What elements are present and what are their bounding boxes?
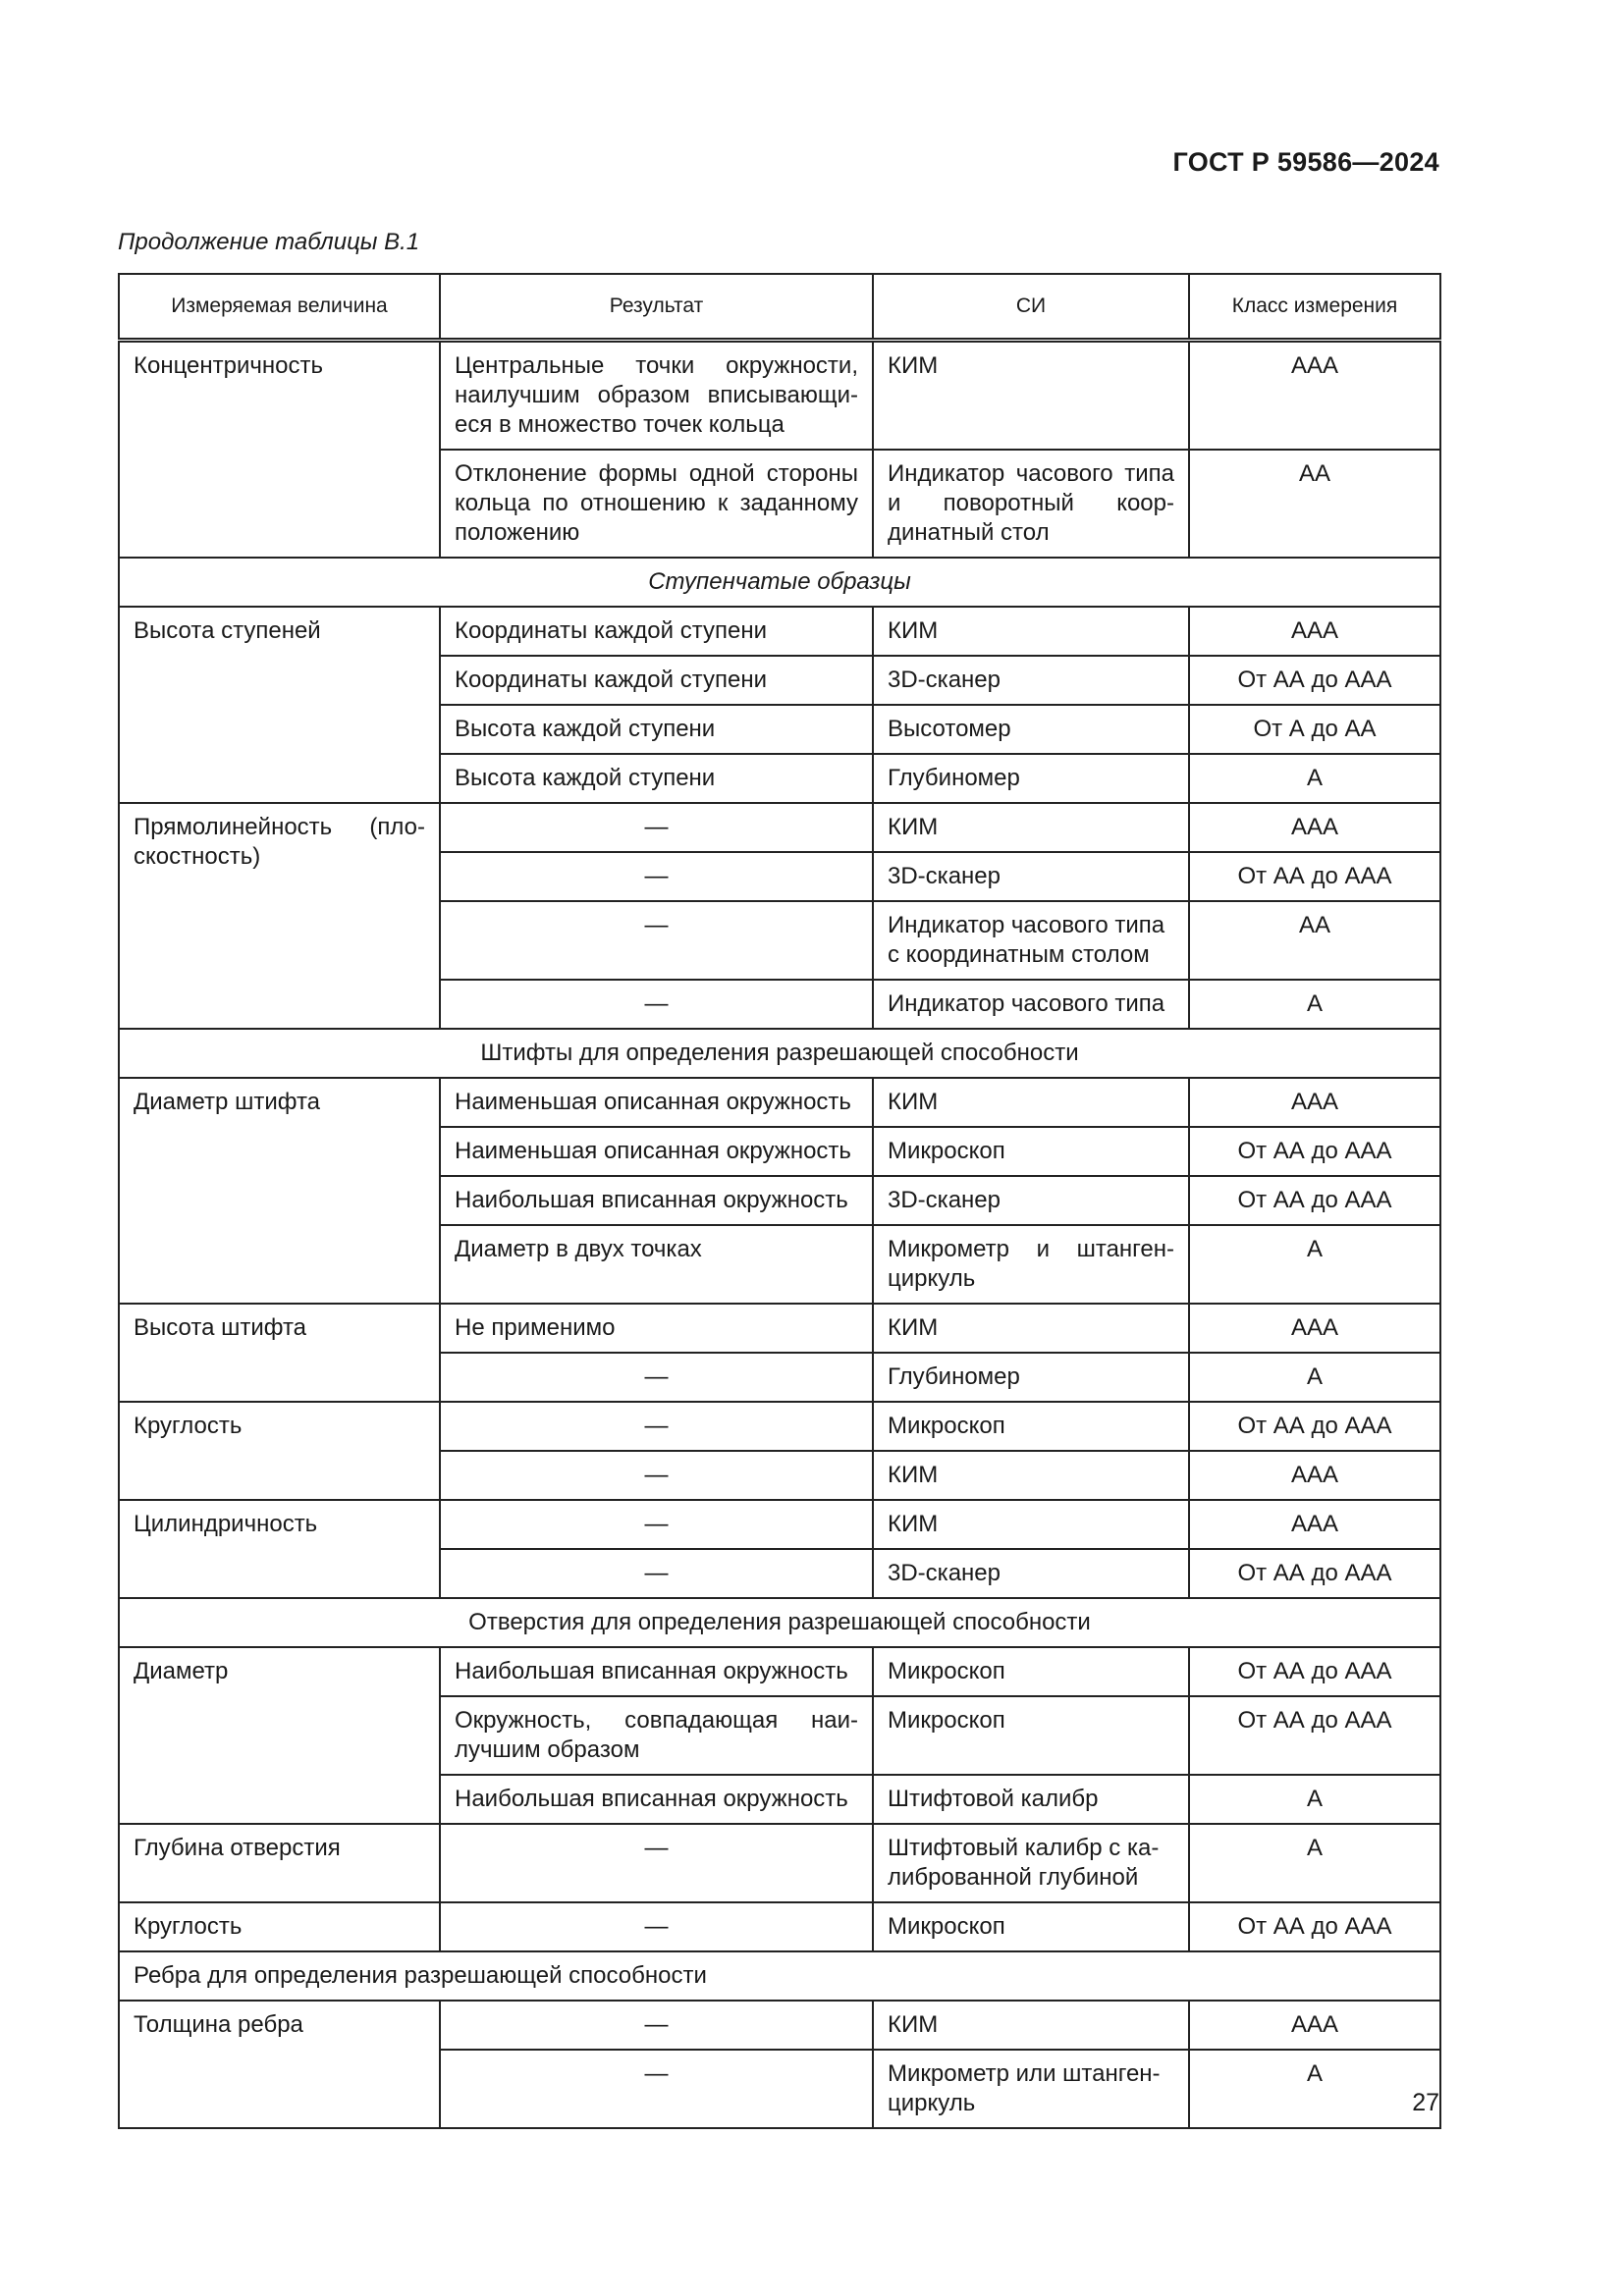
result-cell: — bbox=[440, 901, 873, 980]
section-row bbox=[119, 1029, 1440, 1078]
instrument-cell: 3D-сканер bbox=[873, 1176, 1189, 1225]
instrument-cell: КИМ bbox=[873, 1500, 1189, 1549]
table-caption: Продолжение таблицы В.1 bbox=[118, 229, 420, 255]
result-cell: — bbox=[440, 2001, 873, 2050]
result-cell: — bbox=[440, 1500, 873, 1549]
instrument-cell: КИМ bbox=[873, 803, 1189, 852]
section-row bbox=[119, 1598, 1440, 1647]
result-cell: — bbox=[440, 1902, 873, 1951]
quantity-cell: Круглость bbox=[119, 1902, 440, 1951]
table-row bbox=[119, 1902, 1440, 1951]
class-cell: ААА bbox=[1189, 2001, 1440, 2050]
instrument-cell: КИМ bbox=[873, 2001, 1189, 2050]
result-cell: Наименьшая описанная окружность bbox=[440, 1078, 873, 1127]
result-cell: — bbox=[440, 1353, 873, 1402]
class-cell: АА bbox=[1189, 901, 1440, 980]
instrument-cell: Микрометр и штангенциркуль bbox=[873, 1225, 1189, 1304]
result-cell: — bbox=[440, 803, 873, 852]
table-row bbox=[119, 1402, 1440, 1451]
class-cell: От АА до ААА bbox=[1189, 656, 1440, 705]
table-row bbox=[119, 341, 1440, 451]
result-cell: Наименьшая описанная окружность bbox=[440, 1127, 873, 1176]
column-header: Класс измерения bbox=[1189, 274, 1440, 341]
instrument-cell: КИМ bbox=[873, 1451, 1189, 1500]
class-cell: А bbox=[1189, 2050, 1440, 2128]
result-cell: Окружность, совпадающая наилучшим образом bbox=[440, 1696, 873, 1775]
quantity-cell: Диаметр штифта bbox=[119, 1078, 440, 1304]
instrument-cell: Микроскоп bbox=[873, 1127, 1189, 1176]
document-id: ГОСТ Р 59586—2024 bbox=[1172, 147, 1439, 177]
class-cell: ААА bbox=[1189, 1451, 1440, 1500]
result-cell: Наибольшая вписанная окружность bbox=[440, 1775, 873, 1824]
result-cell: Координаты каждой ступени bbox=[440, 656, 873, 705]
class-cell: От АА до ААА bbox=[1189, 1402, 1440, 1451]
page-number: 27 bbox=[1412, 2089, 1439, 2116]
instrument-cell: 3D-сканер bbox=[873, 656, 1189, 705]
table-row bbox=[119, 1078, 1440, 1127]
quantity-cell: Круглость bbox=[119, 1402, 440, 1500]
instrument-cell: Индикатор часового типа с координатным столом bbox=[873, 901, 1189, 980]
instrument-cell: Штифтовой калибр bbox=[873, 1775, 1189, 1824]
result-cell: Центральные точки окружности, наилучшим образом вписывающиеся в множество точек кольца bbox=[440, 341, 873, 451]
quantity-cell: Прямолинейность (плоскостность) bbox=[119, 803, 440, 1029]
class-cell: От АА до ААА bbox=[1189, 1549, 1440, 1598]
result-cell: — bbox=[440, 1402, 873, 1451]
result-cell: Отклонение формы одной стороны кольца по отношению к заданному положению bbox=[440, 450, 873, 558]
instrument-cell: Микроскоп bbox=[873, 1902, 1189, 1951]
quantity-cell: Толщина ребра bbox=[119, 2001, 440, 2128]
instrument-cell: 3D-сканер bbox=[873, 852, 1189, 901]
class-cell: ААА bbox=[1189, 607, 1440, 656]
instrument-cell: Микроскоп bbox=[873, 1647, 1189, 1696]
class-cell: А bbox=[1189, 1824, 1440, 1902]
result-cell: Наибольшая вписанная окружность bbox=[440, 1176, 873, 1225]
column-header: Измеряемая величина bbox=[119, 274, 440, 341]
class-cell: ААА bbox=[1189, 1304, 1440, 1353]
result-cell: Высота каждой ступени bbox=[440, 754, 873, 803]
column-header: Результат bbox=[440, 274, 873, 341]
class-cell: А bbox=[1189, 1225, 1440, 1304]
table-row bbox=[119, 1647, 1440, 1696]
instrument-cell: КИМ bbox=[873, 1304, 1189, 1353]
instrument-cell: КИМ bbox=[873, 607, 1189, 656]
instrument-cell: Глубиномер bbox=[873, 1353, 1189, 1402]
instrument-cell: Микроскоп bbox=[873, 1696, 1189, 1775]
measurement-table bbox=[118, 273, 1441, 2129]
instrument-cell: 3D-сканер bbox=[873, 1549, 1189, 1598]
class-cell: От АА до ААА bbox=[1189, 1902, 1440, 1951]
instrument-cell: Микрометр или штангенциркуль bbox=[873, 2050, 1189, 2128]
result-cell: Наибольшая вписанная окружность bbox=[440, 1647, 873, 1696]
class-cell: А bbox=[1189, 754, 1440, 803]
result-cell: Координаты каждой ступени bbox=[440, 607, 873, 656]
class-cell: От АА до ААА bbox=[1189, 852, 1440, 901]
class-cell: А bbox=[1189, 1353, 1440, 1402]
section-title: Ступенчатые образцы bbox=[119, 558, 1440, 607]
instrument-cell: КИМ bbox=[873, 1078, 1189, 1127]
instrument-cell: Глубиномер bbox=[873, 754, 1189, 803]
result-cell: — bbox=[440, 1824, 873, 1902]
result-cell: Диаметр в двух точках bbox=[440, 1225, 873, 1304]
result-cell: — bbox=[440, 1451, 873, 1500]
table-row bbox=[119, 1500, 1440, 1549]
table-row bbox=[119, 803, 1440, 852]
table-header-row bbox=[119, 274, 1440, 341]
class-cell: От АА до ААА bbox=[1189, 1127, 1440, 1176]
quantity-cell: Концентричность bbox=[119, 341, 440, 559]
class-cell: От АА до ААА bbox=[1189, 1647, 1440, 1696]
section-row bbox=[119, 558, 1440, 607]
class-cell: ААА bbox=[1189, 803, 1440, 852]
section-title: Ребра для определения разрешающей способности bbox=[119, 1951, 1440, 2001]
quantity-cell: Глубина отверстия bbox=[119, 1824, 440, 1902]
result-cell: Высота каждой ступени bbox=[440, 705, 873, 754]
class-cell: От АА до ААА bbox=[1189, 1696, 1440, 1775]
section-row bbox=[119, 1951, 1440, 2001]
table-row bbox=[119, 607, 1440, 656]
instrument-cell: КИМ bbox=[873, 341, 1189, 451]
instrument-cell: Индикатор часового типа и поворотный координатный стол bbox=[873, 450, 1189, 558]
class-cell: А bbox=[1189, 1775, 1440, 1824]
class-cell: А bbox=[1189, 980, 1440, 1029]
result-cell: — bbox=[440, 2050, 873, 2128]
result-cell: — bbox=[440, 852, 873, 901]
table-row bbox=[119, 1304, 1440, 1353]
instrument-cell: Штифтовый калибр с калиброванной глубиной bbox=[873, 1824, 1189, 1902]
class-cell: ААА bbox=[1189, 1078, 1440, 1127]
class-cell: ААА bbox=[1189, 1500, 1440, 1549]
instrument-cell: Индикатор часового типа bbox=[873, 980, 1189, 1029]
quantity-cell: Диаметр bbox=[119, 1647, 440, 1824]
class-cell: ААА bbox=[1189, 341, 1440, 451]
instrument-cell: Высотомер bbox=[873, 705, 1189, 754]
section-title: Отверстия для определения разрешающей способности bbox=[119, 1598, 1440, 1647]
quantity-cell: Высота штифта bbox=[119, 1304, 440, 1402]
table-row bbox=[119, 1824, 1440, 1902]
instrument-cell: Микроскоп bbox=[873, 1402, 1189, 1451]
table-row bbox=[119, 2001, 1440, 2050]
section-title: Штифты для определения разрешающей способности bbox=[119, 1029, 1440, 1078]
result-cell: — bbox=[440, 1549, 873, 1598]
column-header: СИ bbox=[873, 274, 1189, 341]
class-cell: От А до АА bbox=[1189, 705, 1440, 754]
result-cell: Не применимо bbox=[440, 1304, 873, 1353]
class-cell: АА bbox=[1189, 450, 1440, 558]
quantity-cell: Цилиндричность bbox=[119, 1500, 440, 1598]
result-cell: — bbox=[440, 980, 873, 1029]
quantity-cell: Высота ступеней bbox=[119, 607, 440, 803]
class-cell: От АА до ААА bbox=[1189, 1176, 1440, 1225]
